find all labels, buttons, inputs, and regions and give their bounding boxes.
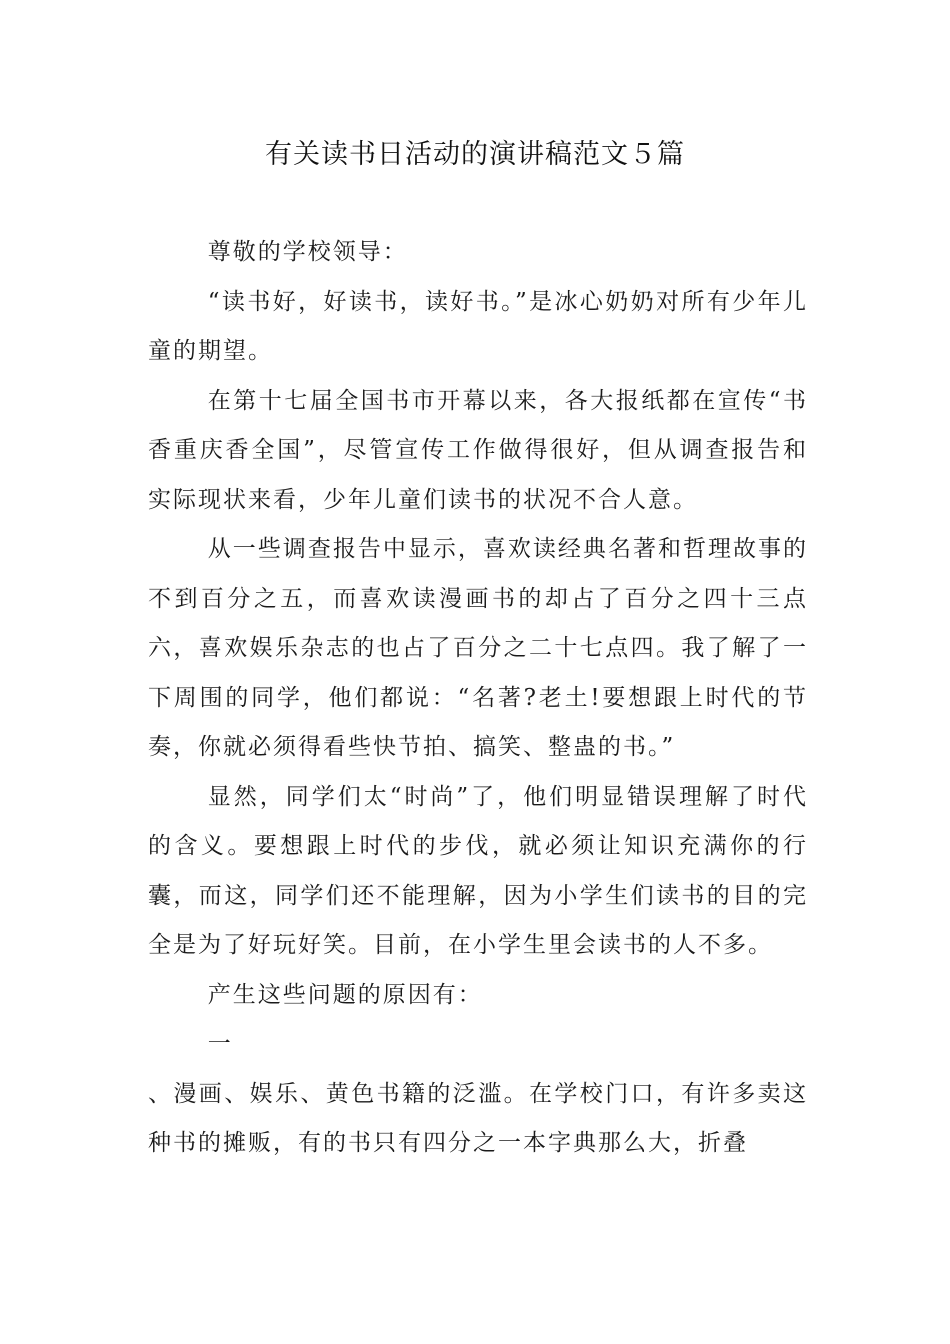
paragraph: 从一些调查报告中显示，喜欢读经典名著和哲理故事的不到百分之五，而喜欢读漫画书的却占了百分之四十三点六，喜欢娱乐杂志的也占了百分之二十七点四。我了解了一下周围的同学，他们都说：“名著?老土!要想跟上时代的节奏，你就必须得看些快节拍、搞笑、整蛊的书。” — [148, 536, 808, 760]
document-title: 有关读书日活动的演讲稿范文５篇 — [265, 139, 685, 170]
list-marker-paragraph: 一 — [207, 1031, 233, 1057]
continuation-paragraph: 、漫画、娱乐、黄色书籍的泛滥。在学校门口，有许多卖这种书的摊贩，有的书只有四分之一本字典那么大，折叠 — [148, 1080, 808, 1156]
document-body — [148, 228, 808, 1169]
paragraph: 在第十七届全国书市开幕以来，各大报纸都在宣传“书香重庆香全国”，尽管宣传工作做得很好，但从调查报告和实际现状来看，少年儿童们读书的状况不合人意。 — [148, 387, 808, 513]
paragraph: 显然，同学们太“时尚”了，他们明显错误理解了时代的含义。要想跟上时代的步伐，就必须让知识充满你的行囊，而这，同学们还不能理解，因为小学生们读书的目的完全是为了好玩好笑。目前，在小学生里会读书的人不多。 — [148, 783, 808, 958]
paragraph: 产生这些问题的原因有： — [207, 981, 483, 1008]
salutation: 尊敬的学校领导： — [207, 239, 408, 265]
paragraph: “读书好，好读书，读好书。”是冰心奶奶对所有少年儿童的期望。 — [148, 288, 808, 364]
